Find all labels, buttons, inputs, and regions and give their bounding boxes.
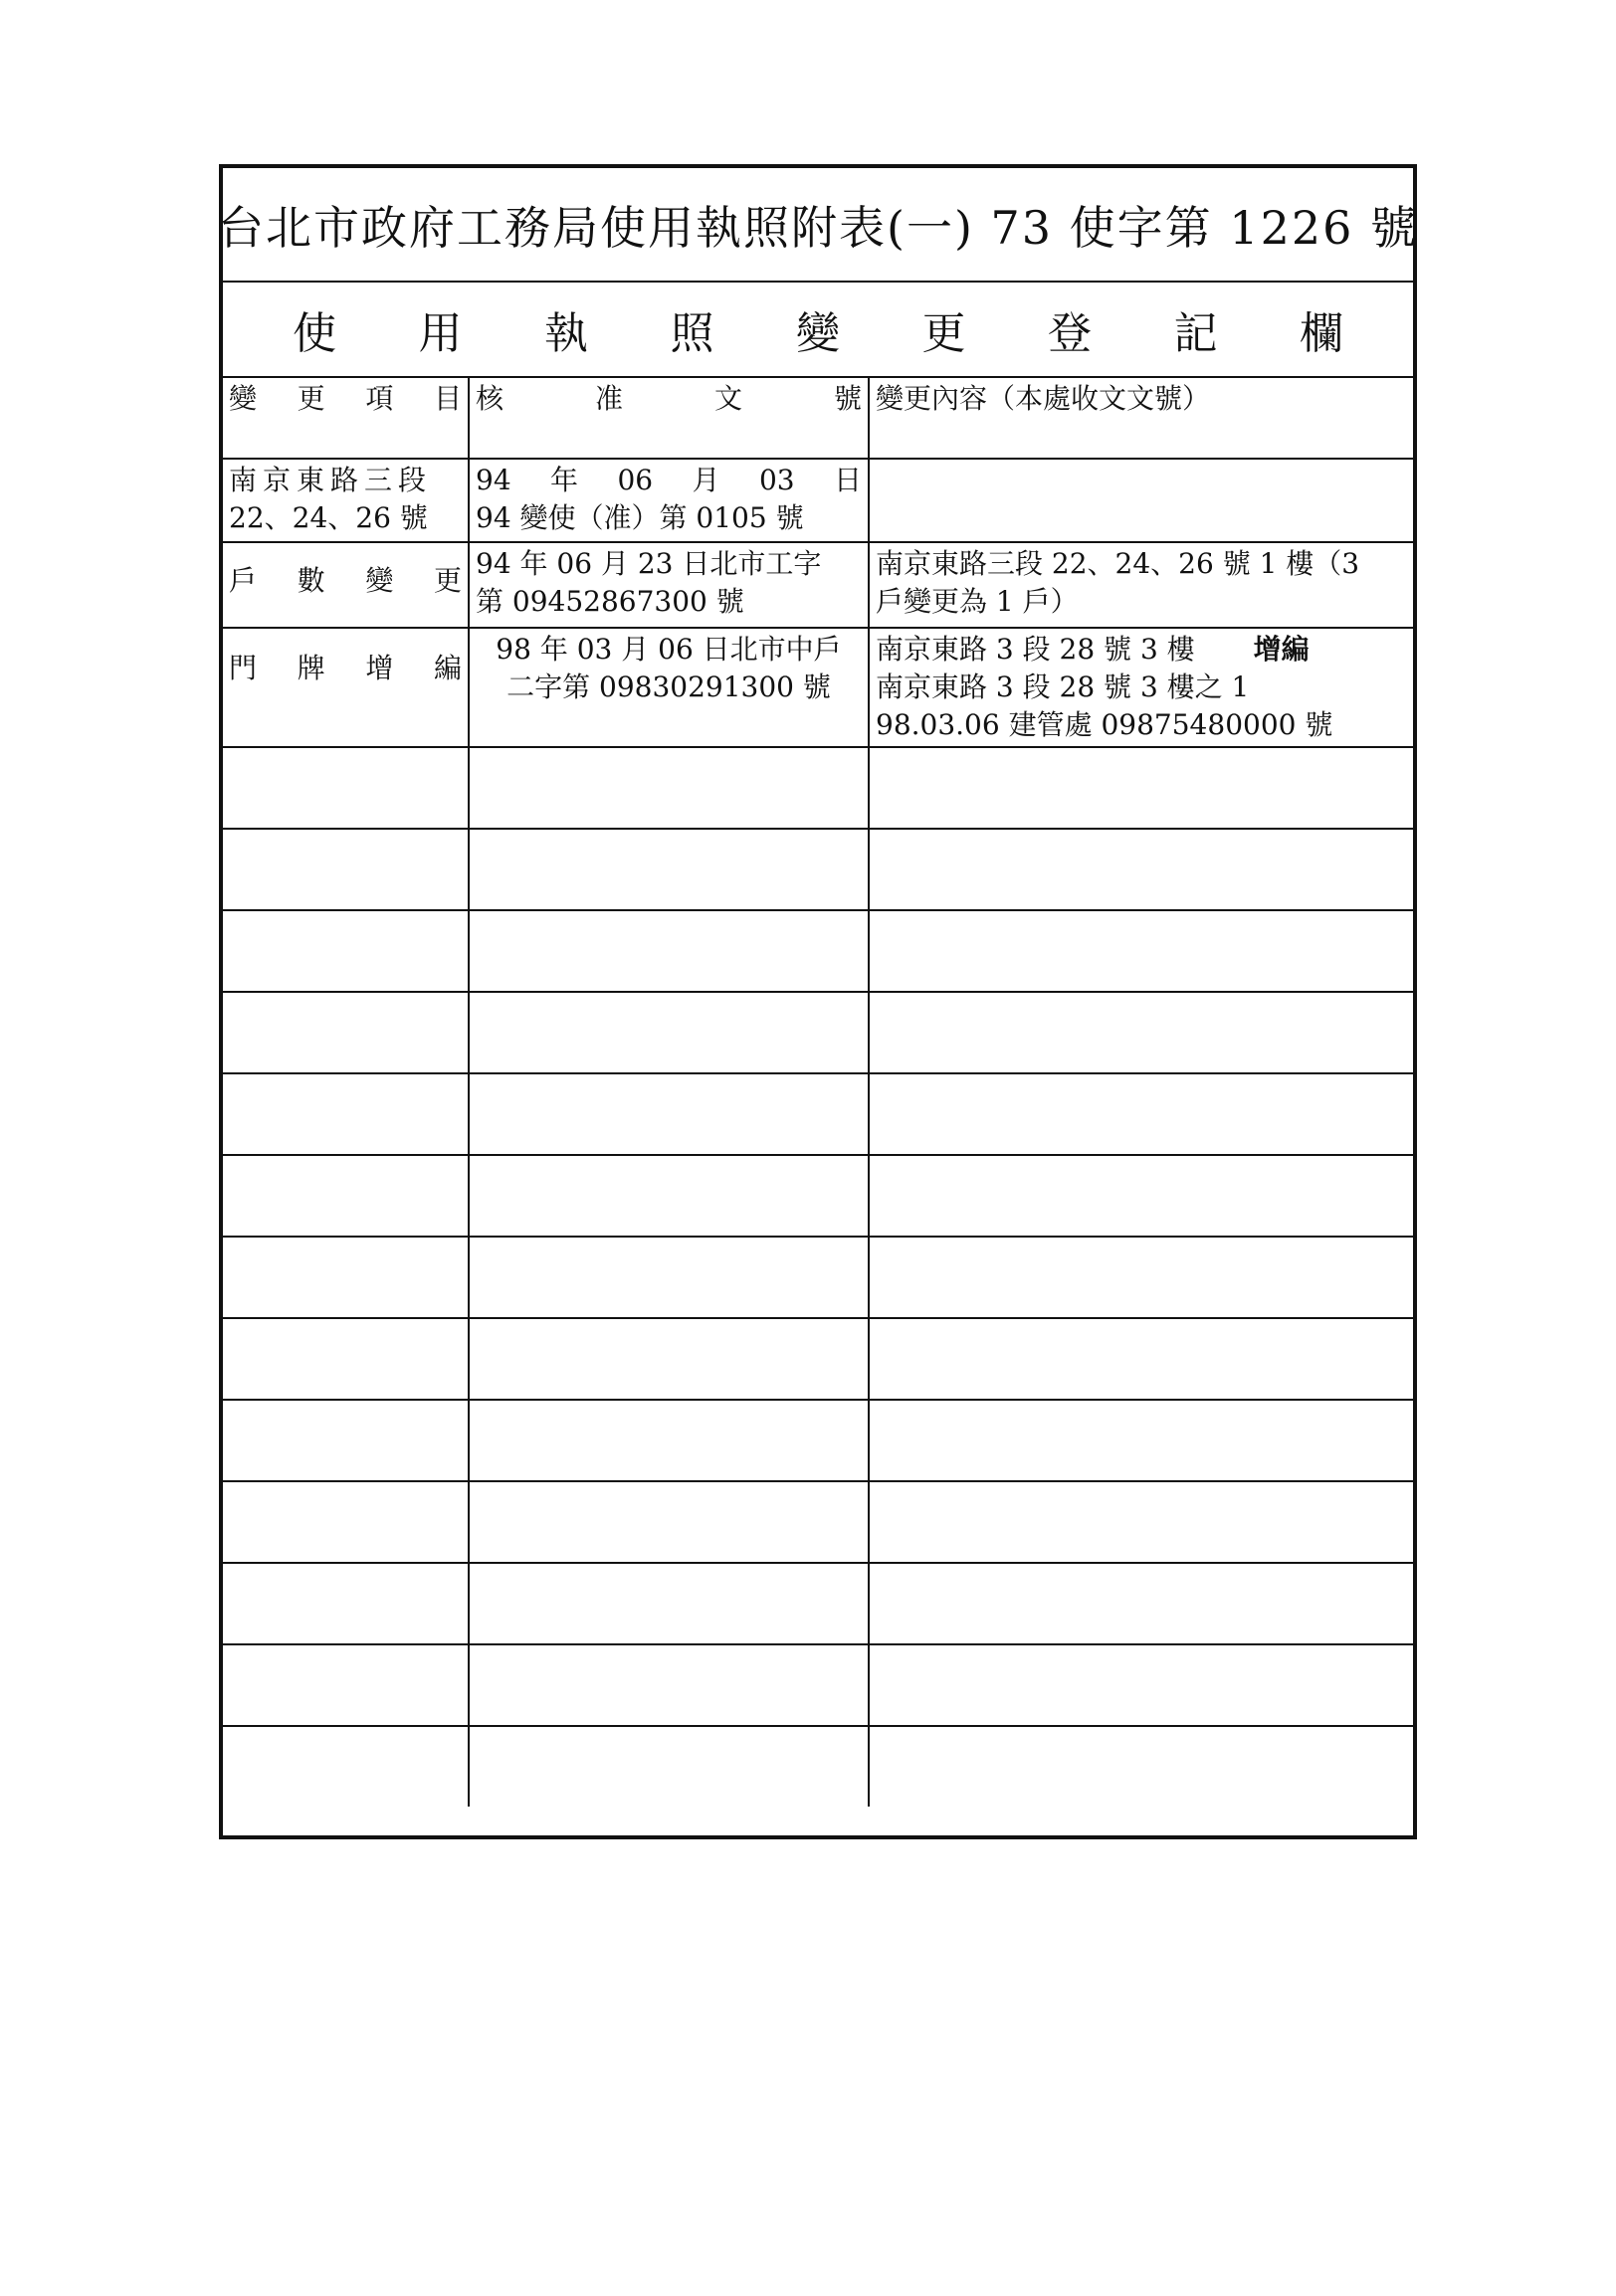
date-part: 03 <box>758 464 795 496</box>
table-row <box>223 542 1413 628</box>
date-part: 日 <box>833 464 862 496</box>
cell-content <box>869 1073 1413 1155</box>
cell-item <box>223 1237 469 1318</box>
cell-approval <box>469 1073 869 1155</box>
date-part: 06 <box>617 464 654 496</box>
header-approval <box>469 378 869 459</box>
item-char: 更 <box>433 564 462 597</box>
cell-content <box>869 1400 1413 1481</box>
cell-approval <box>469 992 869 1073</box>
heading-char: 更 <box>921 308 966 359</box>
cell-content <box>869 459 1413 542</box>
cell-content <box>869 829 1413 910</box>
cell-item <box>223 1073 469 1155</box>
cell-content <box>869 1481 1413 1563</box>
item-char: 戶 <box>229 564 258 597</box>
cell-item <box>223 1563 469 1644</box>
cell-approval <box>469 1237 869 1318</box>
header-char: 號 <box>833 382 862 415</box>
table-header-row <box>223 378 1413 459</box>
cell-line: 94 變使（准）第 0105 號 <box>476 501 804 534</box>
header-char: 項 <box>365 382 394 415</box>
cell-content <box>869 1644 1413 1726</box>
cell-approval <box>469 829 869 910</box>
cell-item <box>223 1481 469 1563</box>
heading-char: 登 <box>1048 308 1092 359</box>
header-char: 准 <box>594 382 623 415</box>
cell-item <box>223 992 469 1073</box>
cell-line: 98.03.06 建管處 09875480000 號 <box>876 708 1333 741</box>
registration-form <box>219 164 1417 1839</box>
cell-approval <box>469 459 869 542</box>
form-title: 台北市政府工務局使用執照附表(一) 73 使字第 1226 號 <box>223 168 1413 283</box>
heading-char: 使 <box>293 308 336 359</box>
table-row-empty <box>223 1237 1413 1318</box>
table-row-empty <box>223 1726 1413 1807</box>
cell-item <box>223 542 469 628</box>
cell-item <box>223 910 469 992</box>
heading-char: 變 <box>796 308 840 359</box>
cell-approval <box>469 1563 869 1644</box>
heading-char: 欄 <box>1300 308 1343 359</box>
added-label: 增編 <box>1253 633 1310 666</box>
header-content: 變更內容（本處收文文號） <box>869 378 1413 459</box>
cell-approval <box>469 747 869 829</box>
header-char: 更 <box>297 382 325 415</box>
cell-approval <box>469 910 869 992</box>
cell-content <box>869 1318 1413 1400</box>
cell-approval <box>469 1481 869 1563</box>
heading-char: 執 <box>544 308 588 359</box>
cell-line: 22、24、26 號 <box>229 501 428 534</box>
cell-item <box>223 1644 469 1726</box>
cell-item <box>223 747 469 829</box>
item-char: 門 <box>229 652 258 684</box>
cell-approval <box>469 1318 869 1400</box>
cell-content <box>869 1155 1413 1237</box>
cell-item <box>223 1318 469 1400</box>
cell-item <box>223 1726 469 1807</box>
cell-approval <box>469 1726 869 1807</box>
cell-item <box>223 628 469 747</box>
cell-line: 南京東路三段 <box>229 464 433 496</box>
cell-content <box>869 542 1413 628</box>
table-row-empty <box>223 747 1413 829</box>
header-char: 核 <box>476 382 505 415</box>
section-heading <box>223 283 1413 378</box>
item-char: 變 <box>365 564 394 597</box>
cell-item <box>223 459 469 542</box>
table-row <box>223 628 1413 747</box>
cell-line: 94 年 06 月 23 日北市工字 <box>476 547 822 580</box>
heading-char: 用 <box>418 308 463 359</box>
cell-content <box>869 628 1413 747</box>
cell-item <box>223 829 469 910</box>
address-text: 南京東路 3 段 28 號 3 樓 <box>876 633 1195 666</box>
table-row-empty <box>223 1073 1413 1155</box>
date-part: 月 <box>692 464 720 496</box>
table-row-empty <box>223 992 1413 1073</box>
cell-content <box>869 1726 1413 1807</box>
heading-char: 記 <box>1173 308 1218 359</box>
cell-line: 南京東路三段 22、24、26 號 1 樓（3 <box>876 547 1360 580</box>
change-table <box>223 378 1413 1807</box>
item-char: 增 <box>365 652 394 684</box>
cell-approval <box>469 1400 869 1481</box>
table-row-empty <box>223 1563 1413 1644</box>
cell-content <box>869 992 1413 1073</box>
cell-content <box>869 910 1413 992</box>
cell-item <box>223 1155 469 1237</box>
header-item <box>223 378 469 459</box>
cell-line: 二字第 09830291300 號 <box>506 670 831 703</box>
heading-char: 照 <box>670 308 714 359</box>
item-char: 編 <box>433 652 462 684</box>
cell-approval <box>469 1644 869 1726</box>
cell-approval <box>469 628 869 747</box>
cell-content <box>869 1563 1413 1644</box>
table-row-empty <box>223 1155 1413 1237</box>
item-char: 數 <box>297 564 325 597</box>
date-part: 年 <box>550 464 579 496</box>
header-char: 文 <box>713 382 742 415</box>
cell-line <box>876 631 1407 669</box>
item-char: 牌 <box>297 652 325 684</box>
cell-approval <box>469 542 869 628</box>
cell-line: 南京東路 3 段 28 號 3 樓之 1 <box>876 670 1250 703</box>
cell-line: 戶變更為 1 戶） <box>876 585 1079 618</box>
cell-item <box>223 1400 469 1481</box>
table-row <box>223 459 1413 542</box>
table-row-empty <box>223 1644 1413 1726</box>
cell-content <box>869 1237 1413 1318</box>
table-row-empty <box>223 910 1413 992</box>
header-char: 目 <box>433 382 462 415</box>
cell-approval <box>469 1155 869 1237</box>
table-row-empty <box>223 829 1413 910</box>
table-row-empty <box>223 1481 1413 1563</box>
header-char: 變 <box>229 382 258 415</box>
cell-content <box>869 747 1413 829</box>
date-part: 94 <box>476 464 511 496</box>
date-line <box>476 462 862 499</box>
table-row-empty <box>223 1400 1413 1481</box>
table-row-empty <box>223 1318 1413 1400</box>
cell-line: 98 年 03 月 06 日北市中戶 <box>496 633 842 666</box>
cell-line: 第 09452867300 號 <box>476 585 744 618</box>
